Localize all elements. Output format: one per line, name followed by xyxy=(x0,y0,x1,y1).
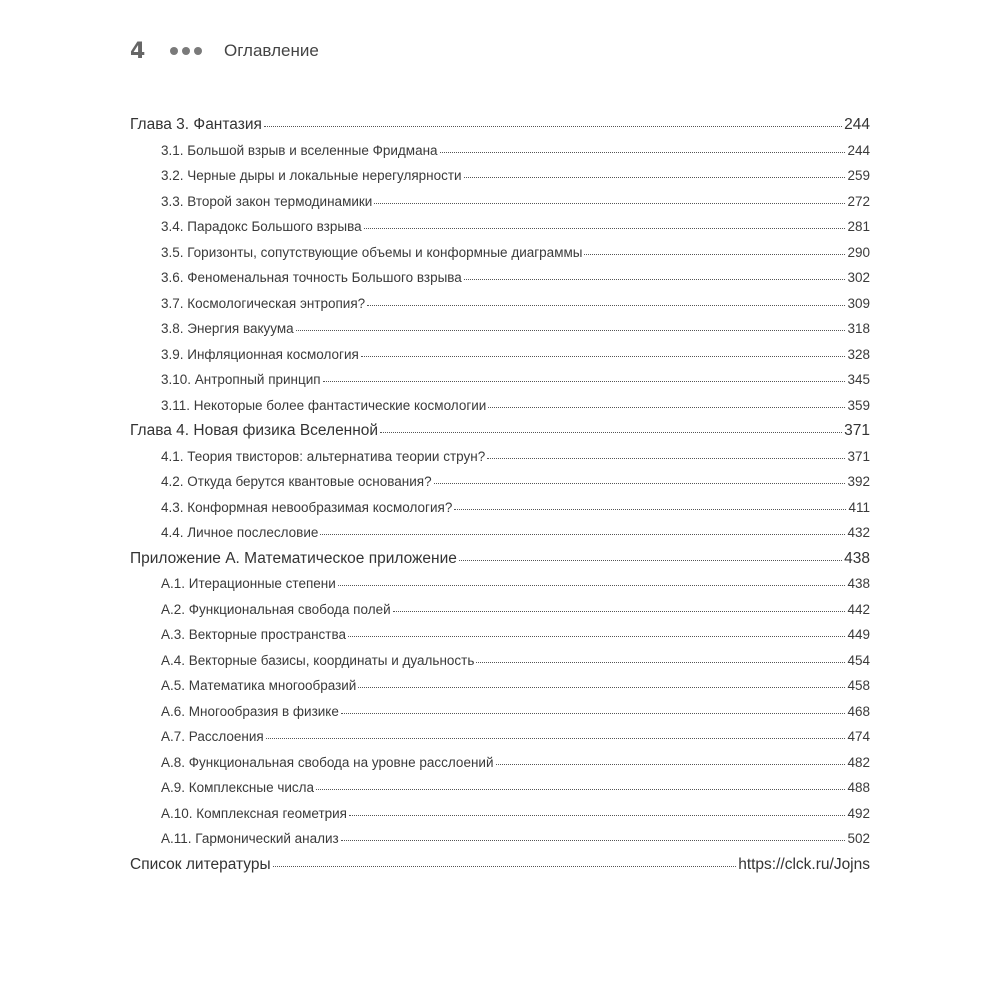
toc-entry-label: 3.2. Черные дыры и локальные нерегулярности xyxy=(161,168,462,183)
toc-section[interactable] xyxy=(130,724,870,750)
toc-appendix-a[interactable] xyxy=(130,546,870,572)
toc-entry-page: 309 xyxy=(847,295,870,311)
toc-entry-label: Список литературы xyxy=(130,855,271,873)
dot-leader xyxy=(367,294,845,308)
toc-entry-page: 345 xyxy=(847,372,870,387)
toc-entry-label: А.2. Функциональная свобода полей xyxy=(161,601,391,617)
toc-entry-label: 3.10. Антропный принцип xyxy=(161,372,321,387)
dot-leader xyxy=(296,320,846,334)
dot-leader xyxy=(358,677,845,691)
toc-entry-label: 3.9. Инфляционная космология xyxy=(161,346,359,362)
header-title: Оглавление xyxy=(224,41,319,60)
toc-entry-label: Глава 3. Фантазия xyxy=(130,116,262,133)
toc-entry-label: 3.4. Парадокс Большого взрыва xyxy=(161,219,362,234)
dot-leader xyxy=(488,396,845,410)
dot-leader xyxy=(459,547,842,563)
toc-entry-page: 371 xyxy=(844,422,870,439)
toc-entry-page: 259 xyxy=(847,168,870,183)
toc-section[interactable] xyxy=(130,775,870,801)
toc-chapter-4[interactable] xyxy=(130,418,870,444)
toc-entry-label: 4.3. Конформная невообразимая космология? xyxy=(161,499,453,515)
toc-section[interactable] xyxy=(130,444,870,470)
toc-entry-page: 488 xyxy=(847,780,870,795)
dot-icon xyxy=(182,47,190,55)
toc-entry-label: А.6. Многообразия в физике xyxy=(161,703,339,719)
toc-section[interactable] xyxy=(130,367,870,393)
toc-section[interactable] xyxy=(130,316,870,342)
dot-icon xyxy=(194,47,202,55)
toc-entry-page: 302 xyxy=(847,270,870,285)
toc-section[interactable] xyxy=(130,622,870,648)
header-dots-ornament xyxy=(170,47,202,55)
toc-section[interactable] xyxy=(130,342,870,368)
toc-entry-page: 244 xyxy=(847,142,870,158)
dot-leader xyxy=(454,498,846,512)
toc-section[interactable] xyxy=(130,214,870,240)
toc-entry-label: 3.8. Энергия вакуума xyxy=(161,321,294,336)
dot-leader xyxy=(434,473,846,487)
toc-section[interactable] xyxy=(130,469,870,495)
dot-leader xyxy=(496,753,846,767)
toc-entry-label: 3.3. Второй закон термодинамики xyxy=(161,193,373,209)
toc-entry-label: А.8. Функциональная свобода на уровне расслоений xyxy=(161,754,494,770)
toc-entry-label: 4.1. Теория твисторов: альтернатива теории струн? xyxy=(161,448,486,464)
dot-leader xyxy=(316,779,845,793)
toc-entry-page: 411 xyxy=(848,499,870,515)
page-number: 4 xyxy=(130,38,146,64)
toc-entry-page: 482 xyxy=(847,754,870,770)
toc-section[interactable] xyxy=(130,520,870,546)
toc-entry-page: 244 xyxy=(844,116,870,133)
dot-leader xyxy=(338,575,846,589)
toc-entry-page: 449 xyxy=(847,627,870,642)
toc-entry-page: 371 xyxy=(847,448,870,464)
dot-leader xyxy=(341,830,846,844)
toc-section[interactable] xyxy=(130,291,870,317)
dot-leader xyxy=(364,218,846,232)
toc-section[interactable] xyxy=(130,189,870,215)
dot-leader xyxy=(374,192,845,206)
dot-leader xyxy=(264,114,842,130)
dot-leader xyxy=(349,804,845,818)
dot-leader xyxy=(323,371,846,385)
toc-entry-label: Глава 4. Новая физика Вселенной xyxy=(130,422,379,439)
toc-entry-label: Приложение А. Математическое приложение xyxy=(130,549,457,567)
toc-chapter-3[interactable] xyxy=(130,112,870,138)
toc-entry-label: А.11. Гармонический анализ xyxy=(161,831,339,846)
toc-entry-label: А.5. Математика многообразий xyxy=(161,678,357,693)
toc-entry-page: 468 xyxy=(847,703,870,719)
dot-leader xyxy=(464,167,846,181)
toc-section[interactable] xyxy=(130,826,870,852)
toc-entry-label: 4.2. Откуда берутся квантовые основания? xyxy=(161,474,432,489)
toc-entry-label: А.9. Комплексные числа xyxy=(161,780,315,795)
toc-section[interactable] xyxy=(130,163,870,189)
toc-entry-page: 432 xyxy=(847,525,870,540)
toc-entry-label: А.10. Комплексная геометрия xyxy=(161,805,347,821)
dot-leader xyxy=(273,853,737,869)
toc-entry-page: 281 xyxy=(847,219,870,234)
toc-entry-page: 272 xyxy=(847,193,870,209)
dot-leader xyxy=(440,141,846,155)
toc-entry-page: 502 xyxy=(847,831,870,846)
toc-entry-label: 3.5. Горизонты, сопутствующие объемы и конформные диаграммы xyxy=(161,244,583,260)
toc-entry-page: 290 xyxy=(847,244,870,260)
toc-section[interactable] xyxy=(130,750,870,776)
toc-entry-page: 438 xyxy=(847,576,870,591)
toc-entry-page: 458 xyxy=(847,678,870,693)
toc-bibliography[interactable] xyxy=(130,852,870,878)
dot-leader xyxy=(487,447,845,461)
toc-entry-page: 442 xyxy=(847,601,870,617)
toc-entry-label: А.1. Итерационные степени xyxy=(161,576,336,591)
dot-leader xyxy=(341,702,846,716)
dot-leader xyxy=(464,269,846,283)
toc-entry-label: 3.7. Космологическая энтропия? xyxy=(161,295,366,311)
toc-section[interactable] xyxy=(130,393,870,419)
dot-leader xyxy=(476,651,845,665)
dot-leader xyxy=(584,243,845,257)
table-of-contents xyxy=(130,112,870,877)
dot-leader xyxy=(361,345,846,359)
dot-icon xyxy=(170,47,178,55)
toc-entry-label: 3.11. Некоторые более фантастические космологии xyxy=(161,397,487,413)
toc-section[interactable] xyxy=(130,265,870,291)
toc-section[interactable] xyxy=(130,240,870,266)
toc-entry-page: 328 xyxy=(847,346,870,362)
toc-section[interactable] xyxy=(130,801,870,827)
toc-entry-label: 3.6. Феноменальная точность Большого взрыва xyxy=(161,270,462,285)
dot-leader xyxy=(266,728,846,742)
toc-entry-page: 474 xyxy=(847,729,870,744)
toc-section[interactable] xyxy=(130,138,870,164)
toc-entry-label: 3.1. Большой взрыв и вселенные Фридмана xyxy=(161,142,438,158)
dot-leader xyxy=(393,600,846,614)
toc-entry-label: А.7. Расслоения xyxy=(161,729,264,744)
toc-section[interactable] xyxy=(130,597,870,623)
page-header xyxy=(130,34,319,68)
toc-section[interactable] xyxy=(130,699,870,725)
toc-entry-label: А.3. Векторные пространства xyxy=(161,627,346,642)
toc-entry-page: 492 xyxy=(847,805,870,821)
toc-section[interactable] xyxy=(130,673,870,699)
toc-entry-label: А.4. Векторные базисы, координаты и дуальность xyxy=(161,652,475,668)
toc-entry-page: 438 xyxy=(844,549,870,567)
toc-entry-page: 454 xyxy=(847,652,870,668)
toc-section[interactable] xyxy=(130,648,870,674)
toc-entry-page: 318 xyxy=(847,321,870,336)
dot-leader xyxy=(320,524,845,538)
toc-section[interactable] xyxy=(130,495,870,521)
bibliography-link[interactable]: https://clck.ru/Jojns xyxy=(738,855,870,873)
toc-section[interactable] xyxy=(130,571,870,597)
dot-leader xyxy=(380,420,842,436)
toc-entry-label: 4.4. Личное послесловие xyxy=(161,525,319,540)
toc-entry-page: 392 xyxy=(847,474,870,489)
toc-entry-page: 359 xyxy=(847,397,870,413)
dot-leader xyxy=(348,626,845,640)
